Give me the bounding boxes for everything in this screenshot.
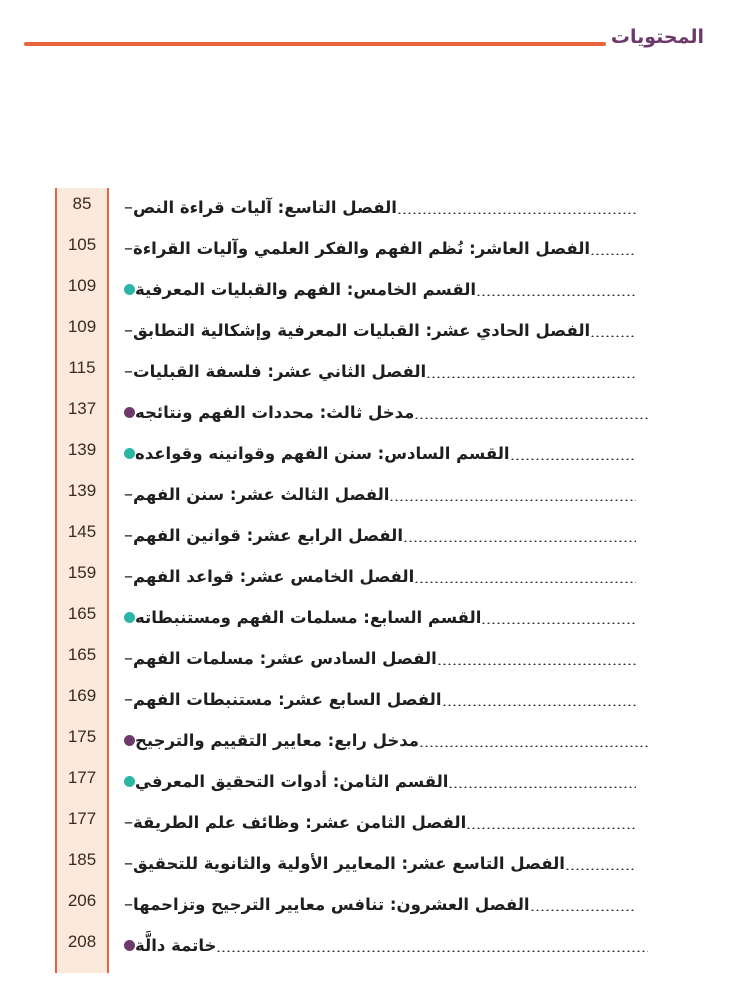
page-number: 165 [67, 604, 97, 623]
toc-entry-text: الفصل الثاني عشر: فلسفة القبليات [133, 361, 427, 381]
dash-marker: – [124, 852, 133, 874]
dot-leader [448, 786, 636, 788]
teal-bullet-icon [124, 612, 135, 623]
toc-row[interactable] [0, 516, 738, 557]
page-title: المحتويات [610, 26, 704, 48]
dot-leader [426, 376, 636, 378]
dot-leader [481, 622, 636, 624]
toc-row[interactable] [0, 721, 738, 762]
page-number: 85 [72, 194, 92, 213]
page-number: 165 [67, 645, 97, 664]
dot-leader [590, 335, 636, 337]
toc-row[interactable] [0, 680, 738, 721]
toc-entry-text: مدخل رابع: معايير التقييم والترجيح [135, 730, 419, 750]
dot-leader [414, 581, 636, 583]
dash-marker: – [124, 524, 133, 546]
dot-leader [476, 294, 636, 296]
dot-leader [414, 417, 648, 419]
dash-marker: – [124, 688, 133, 710]
dash-marker: – [124, 893, 133, 915]
toc-row[interactable] [0, 270, 738, 311]
page-number: 145 [67, 522, 97, 541]
page-number: 185 [67, 850, 97, 869]
dot-leader [510, 458, 636, 460]
teal-bullet-icon [124, 284, 135, 295]
teal-bullet-icon [124, 776, 135, 787]
dot-leader [419, 745, 648, 747]
toc-row[interactable] [0, 393, 738, 434]
dot-leader [530, 909, 636, 911]
page-number: 169 [67, 686, 97, 705]
toc-row[interactable] [0, 803, 738, 844]
toc-entry-text: القسم الخامس: الفهم والقبليات المعرفية [135, 279, 477, 299]
toc-entry-text: الفصل العشرون: تنافس معايير الترجيح وتزاحمها [133, 894, 530, 914]
dot-leader [397, 212, 636, 214]
dash-marker: – [124, 237, 133, 259]
toc-row[interactable] [0, 885, 738, 926]
dash-marker: – [124, 196, 133, 218]
toc-row[interactable] [0, 434, 738, 475]
toc-row[interactable] [0, 475, 738, 516]
toc-row[interactable] [0, 352, 738, 393]
toc-row[interactable] [0, 762, 738, 803]
toc-row[interactable] [0, 311, 738, 352]
purple-bullet-icon [124, 735, 135, 746]
page-number: 109 [67, 317, 97, 336]
dot-leader [216, 950, 648, 952]
purple-bullet-icon [124, 940, 135, 951]
header-divider [24, 42, 606, 46]
dash-marker: – [124, 483, 133, 505]
toc-entry-text: الفصل الرابع عشر: قوانين الفهم [133, 525, 403, 545]
dash-marker: – [124, 647, 133, 669]
toc-entry-text: الفصل التاسع عشر: المعايير الأولية والثانوية للتحقيق [133, 853, 565, 873]
dot-leader [442, 704, 636, 706]
toc-row[interactable] [0, 598, 738, 639]
page-number: 159 [67, 563, 97, 582]
page-number: 105 [67, 235, 97, 254]
toc-entry-text: الفصل العاشر: نُظم الفهم والفكر العلمي وآليات القراءة [133, 238, 591, 258]
toc-row[interactable] [0, 844, 738, 885]
purple-bullet-icon [124, 407, 135, 418]
teal-bullet-icon [124, 448, 135, 459]
toc-row[interactable] [0, 188, 738, 229]
toc-entry-text: خاتمة دالَّة [135, 935, 217, 955]
dash-marker: – [124, 565, 133, 587]
dot-leader [403, 540, 636, 542]
toc-row[interactable] [0, 557, 738, 598]
toc-entry-text: مدخل ثالث: محددات الفهم ونتائجه [135, 402, 415, 422]
toc-entry-text: الفصل الحادي عشر: القبليات المعرفية وإشكالية التطابق [133, 320, 591, 340]
page-number: 177 [67, 768, 97, 787]
toc-entry-text: الفصل الخامس عشر: قواعد الفهم [133, 566, 415, 586]
toc-entry-text: الفصل السابع عشر: مستنبطات الفهم [133, 689, 442, 709]
toc-entry-text: القسم السادس: سنن الفهم وقوانينه وقواعده [135, 443, 510, 463]
toc-entry-text: القسم الثامن: أدوات التحقيق المعرفي [135, 771, 449, 791]
toc-entry-text: الفصل التاسع: آليات قراءة النص [133, 197, 397, 217]
dot-leader [437, 663, 636, 665]
dash-marker: – [124, 360, 133, 382]
page-number: 206 [67, 891, 97, 910]
toc-entry-text: الفصل الثامن عشر: وظائف علم الطريقة [133, 812, 467, 832]
dot-leader [466, 827, 636, 829]
dot-leader [565, 868, 636, 870]
dot-leader [590, 253, 636, 255]
toc-row[interactable] [0, 639, 738, 680]
page-number: 139 [67, 440, 97, 459]
page-number: 175 [67, 727, 97, 746]
page-number: 139 [67, 481, 97, 500]
page-number: 208 [67, 932, 97, 951]
dash-marker: – [124, 811, 133, 833]
toc-entry-text: الفصل السادس عشر: مسلمات الفهم [133, 648, 437, 668]
toc-entry-text: الفصل الثالث عشر: سنن الفهم [133, 484, 390, 504]
toc-row[interactable] [0, 229, 738, 270]
page-number: 115 [68, 358, 96, 377]
dot-leader [389, 499, 636, 501]
page-number: 109 [67, 276, 97, 295]
page-number: 177 [67, 809, 97, 828]
page-number: 137 [67, 399, 97, 418]
toc-row[interactable] [0, 926, 738, 967]
dash-marker: – [124, 319, 133, 341]
toc-entry-text: القسم السابع: مسلمات الفهم ومستنبطاته [135, 607, 482, 627]
